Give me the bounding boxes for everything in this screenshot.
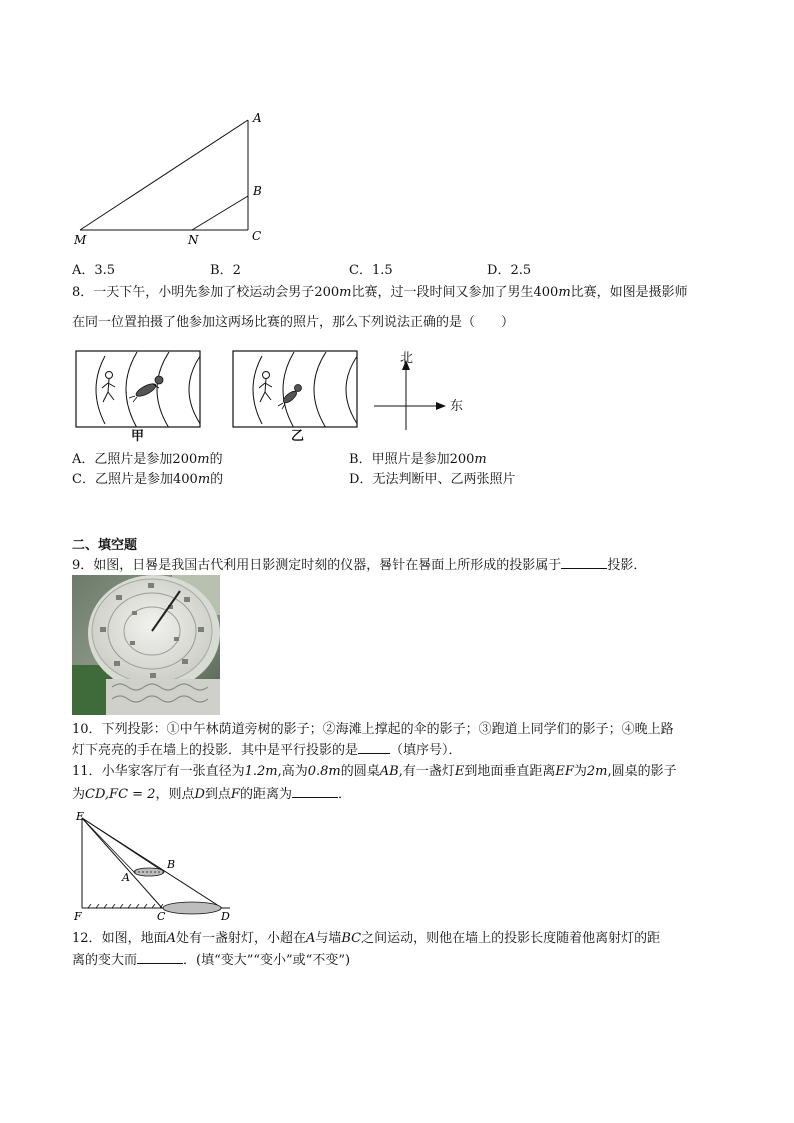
section-title: 二、填空题: [72, 538, 138, 553]
q8-photo-jia-label: 甲: [131, 429, 145, 444]
q10-line2: 灯下亮亮的手在墙上的投影．其中是平行投影的是 （填序号）．: [72, 743, 462, 758]
q11-line2: 为CD,FC = 2，则点D到点F的距离为 ．: [72, 787, 351, 802]
q11-label-D: D: [221, 910, 230, 920]
compass-east-label: 东: [450, 399, 464, 414]
q10-answer-blank[interactable]: [358, 741, 390, 754]
q11-label-E: E: [76, 810, 85, 823]
q12-line1: 12．如图，地面A处有一盏射灯，小超在A与墙BC之间运动，则他在墙上的投影长度随着他离射灯的距: [72, 931, 661, 946]
compass-north-label: 北: [400, 351, 414, 366]
q8-photo-yi: [232, 350, 358, 428]
q11-label-A: A: [122, 871, 130, 884]
q12-line2: 离的变大而 ．(填“变大”“变小”或“不变”): [72, 953, 351, 968]
q11-answer-blank[interactable]: [292, 785, 338, 798]
q7-triangle-figure: [70, 108, 270, 248]
q11-label-B: B: [167, 858, 176, 871]
q7-option-a[interactable]: A．3.5: [72, 263, 116, 278]
q12-answer-blank[interactable]: [137, 951, 183, 964]
q7-option-b[interactable]: B．2: [210, 263, 241, 278]
q11-label-C: C: [157, 910, 166, 920]
q11-label-F: F: [74, 910, 82, 920]
q8-option-a[interactable]: A．乙照片是参加200m的: [72, 452, 223, 467]
q8-line2: 在同一位置拍摄了他参加这两场比赛的照片，那么下列说法正确的是（ ）: [72, 315, 515, 330]
q10-line1: 10．下列投影：①中午林荫道旁树的影子；②海滩上撑起的伞的影子；③跑道上同学们的影子；④晚上路: [72, 722, 674, 737]
q8-option-c[interactable]: C．乙照片是参加400m的: [72, 472, 224, 487]
q7-option-c[interactable]: C．1.5: [349, 263, 393, 278]
label-C: C: [252, 229, 262, 243]
label-B: B: [253, 184, 262, 198]
q8-line1: 8．一天下午，小明先参加了校运动会男子200m比赛，过一段时间又参加了男生400m比赛，如图是摄影师: [72, 285, 688, 300]
q9-answer-blank[interactable]: [561, 556, 607, 569]
q8-option-d[interactable]: D．无法判断甲、乙两张照片: [349, 472, 516, 487]
q9-sundial-photo: [72, 575, 220, 715]
q7-option-d[interactable]: D．2.5: [487, 263, 532, 278]
q8-compass: [370, 350, 470, 440]
label-N: N: [188, 233, 199, 247]
label-A: A: [253, 111, 262, 125]
q11-line1: 11．小华家客厅有一张直径为1.2m,高为0.8m的圆桌AB,有一盏灯E到地面垂直距离EF为2m,圆桌的影子: [72, 764, 677, 779]
q8-photo-yi-label: 乙: [291, 429, 305, 444]
q11-lamp-figure: [72, 808, 242, 920]
label-M: M: [74, 233, 87, 247]
q8-photo-jia: [75, 350, 201, 428]
q8-option-b[interactable]: B．甲照片是参加200m: [349, 452, 487, 467]
q9-text: 9．如图，日晷是我国古代利用日影测定时刻的仪器，晷针在晷面上所形成的投影属于 投影．: [72, 558, 647, 573]
